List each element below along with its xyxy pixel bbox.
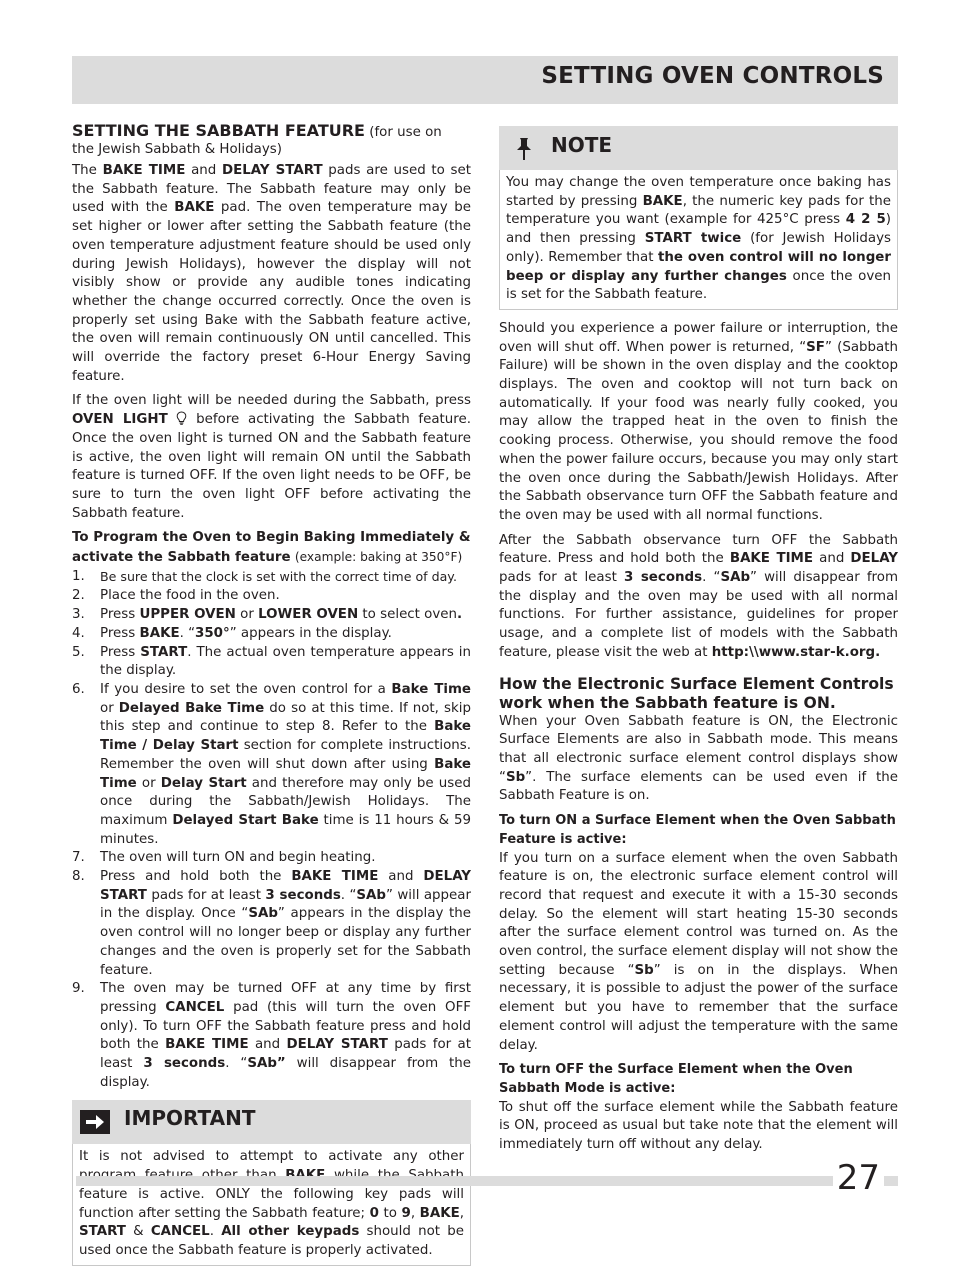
power-failure-paragraph: Should you experience a power failure or interruption, the oven will shut off. When power is returned, “SF” (Sabbath Failure) will be shown in the oven display and the cooktop displays. The oven and cooktop will not turn back on automatically. If your food was nearly fully cooked, you may allow the trapped heat in the oven to finish the cooking process. Otherwise, you should remove the food when the power failure occurs, because you may only start the oven once during the Sabbath/Jewish Holidays. After the Sabbath observance turn OFF the Sabbath feature and the oven may be used with all normal functions. [499, 320, 899, 523]
page-number: 27 [833, 1158, 884, 1198]
right-column [499, 126, 898, 1161]
program-steps-list [72, 568, 471, 1093]
sabbath-intro-paragraph: The BAKE TIME and DELAY START pads are used to set the Sabbath feature. The Sabbath feature may only be used with the BAKE pad. The oven temperature may be set higher or lower after setting the Sabbath feature (the oven temperature adjustment feature should be used only during Jewish Holidays), however the display will not visibly show or provide any audible tones indicating whether the change occurred correctly. Once the oven is properly set using Bake with the Sabbath feature active, the oven will remain continuously ON until cancelled. This will override the factory preset 6-Hour Energy Saving feature. [72, 163, 471, 384]
program-heading: To Program the Oven to Begin Baking Immediately & activate the Sabbath feature (example: baking at 350°F) [72, 530, 471, 566]
page-title: SETTING OVEN CONTROLS [541, 63, 884, 89]
pushpin-icon [513, 136, 535, 162]
section-subtitle-cont: the Jewish Sabbath & Holidays) [72, 142, 282, 157]
turn-off-paragraph: To shut off the surface element while the Sabbath feature is ON, proceed as usual but take note that the element will immediately turn off without any delay. [499, 1099, 898, 1153]
surface-element-heading: How the Electronic Surface Element Controls work when the Sabbath feature is ON. [499, 674, 894, 712]
turn-on-paragraph: If you turn on a surface element when the oven Sabbath feature is on, the electronic surface element control will record that request and execute it with a 15-30 seconds delay. So the element will start heating 15-30 seconds after the surface element control was turned on. As the oven control, the surface element display will not show the setting because “Sb” is on in the displays. When necessary, it is possible to adjust the power of the surface element but you have to remember that the surface element control will adjust the temperature with the same delay. [499, 850, 898, 1053]
turn-off-subheading: To turn OFF the Surface Element when the Oven Sabbath Mode is active: [499, 1062, 853, 1096]
arrow-right-icon [80, 1110, 110, 1134]
note-header [499, 126, 898, 170]
oven-light-paragraph: If the oven light will be needed during the Sabbath, press OVEN LIGHT before activating the Sabbath feature. Once the oven light is turned ON and the Sabbath feature is active, the oven light will remain ON until the Sabbath feature is turned OFF. If the oven light needs to be OFF, be sure to turn the oven light OFF before activating the Sabbath feature. [72, 393, 472, 521]
list-item: 2. Place the food in the oven. [72, 588, 280, 604]
list-item: 8. Press and hold both the BAKE TIME and DELAY START pads for at least 3 seconds. “SAb” will appear in the display. Once “SAb” appears in the display the oven control will no longer beep or display any further changes and the oven is properly set for the Sabbath feature. [72, 869, 472, 978]
light-bulb-icon [176, 411, 187, 425]
important-header [72, 1100, 471, 1144]
list-item: 9. The oven may be turned OFF at any time by first pressing CANCEL pad (this will turn the oven OFF only). To turn OFF the Sabbath feature press and hold both the BAKE TIME and DELAY START pads for at least 3 seconds. “SAb” will disappear from the display. [72, 981, 471, 1090]
important-title: IMPORTANT [124, 1106, 256, 1131]
list-item: 7. The oven will turn ON and begin heating. [72, 850, 376, 866]
list-item: 5. Press START. The actual oven temperature appears in the display. [72, 644, 472, 679]
section-title: SETTING THE SABBATH FEATURE [72, 121, 365, 140]
section-subtitle: (for use on [369, 125, 442, 140]
list-item: 1. Be sure that the clock is set with the correct time of day. [72, 568, 457, 584]
surface-element-paragraph: When your Oven Sabbath feature is ON, the Electronic Surface Elements are also in Sabbath mode. This means that all electronic surface element control displays show “Sb”. The surface elements can be used even if the Sabbath Feature is on. [499, 713, 898, 804]
footer-bar [76, 1176, 898, 1186]
note-box [499, 126, 898, 310]
list-item: 4. Press BAKE. “350°” appears in the display. [72, 625, 392, 641]
left-column [72, 122, 471, 1266]
list-item: 6. If you desire to set the oven control for a Bake Time or Delayed Bake Time do so at this time. If not, skip this step and continue to step 8. Refer to the Bake Time / Delay Start section for complete instructions. Remember the oven will shut down after using Bake Time or Delay Start and therefore may only be used once during the Sabbath/Jewish Holidays. The maximum Delayed Start Bake time is 11 hours & 59 minutes. [72, 681, 471, 847]
note-body: You may change the oven temperature once baking has started by pressing BAKE, the numeric key pads for the temperature you want (example for 425°C press 4 2 5) and then pressing START twice (for Jewish Holidays only). Remember that the oven control will no longer beep or display any further changes once the oven is set for the Sabbath feature. [499, 170, 898, 310]
header-bar [72, 56, 898, 104]
important-body: It is not advised to attempt to activate any other feature is active. ONLY the following key pads will function after setting the Sabbath feature; 0 to 9, BAKE, START & CANCEL. All other keypads should not be used once the Sabbath feature is properly activated. [72, 1144, 471, 1265]
turn-on-subheading: To turn ON a Surface Element when the Oven Sabbath Feature is active: [499, 813, 896, 847]
after-sabbath-paragraph: After the Sabbath observance turn OFF the Sabbath feature. Press and hold both the BAKE TIME and DELAY pads for at least 3 seconds. “SAb” will disappear from the display and the oven may be used with all normal functions. For further assistance, guidelines for proper usage, and a complete list of models with the Sabbath feature, please visit the web at http:\\www.star-k.org. [499, 532, 898, 660]
list-item: 3. Press UPPER OVEN or LOWER OVEN to select oven. [72, 607, 463, 623]
note-title: NOTE [551, 133, 613, 157]
